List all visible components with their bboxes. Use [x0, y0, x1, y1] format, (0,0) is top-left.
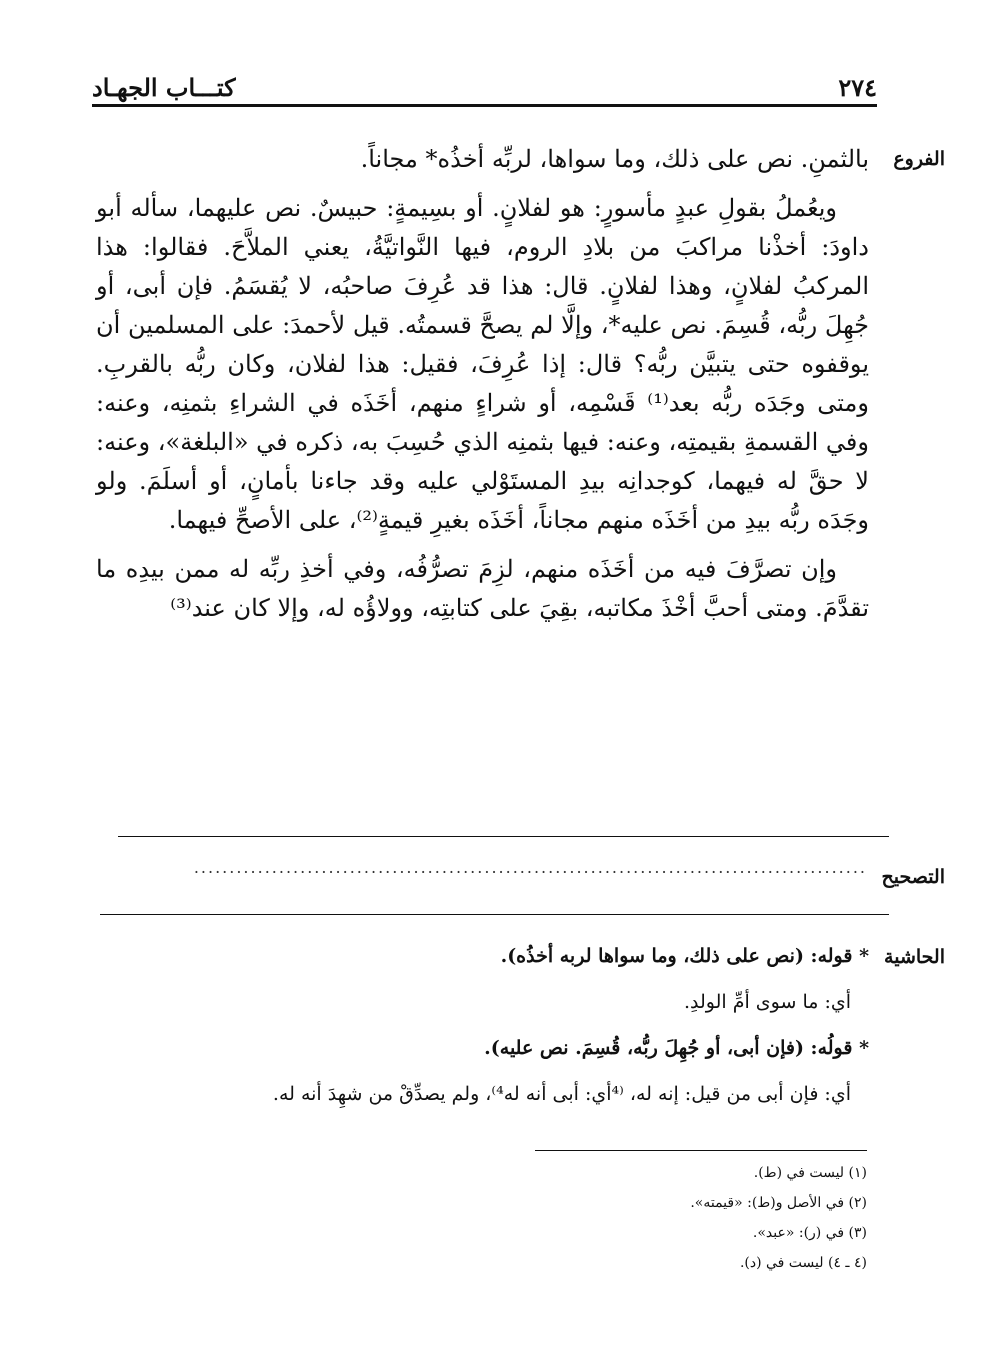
main-text — [96, 140, 869, 638]
hashiya-label: الحاشية — [884, 946, 945, 968]
page-header — [92, 70, 877, 102]
tashih-label: التصحيح — [881, 866, 945, 888]
footnote-1: (١) ليست في (ط). — [753, 1165, 867, 1181]
page-number: ٢٧٤ — [838, 73, 877, 102]
footnote-3: (٣) في (ر): «عبد». — [752, 1225, 867, 1241]
commentary-quote-1: * قوله: (نص على ذلك، وما سواها لربه أخذُه). — [500, 945, 869, 967]
main-bottom-rule — [118, 836, 889, 837]
book-title: كتـــاب الجهـاد — [92, 73, 236, 102]
commentary-explanation-2: أي: فإن أبى من قيل: إنه له، ⁽⁴أي: أبى أنه له⁴⁾، ولم يصدِّقْ من شهِدَ أنه له. — [272, 1083, 851, 1105]
furu-label: الفروع — [893, 148, 945, 170]
main-paragraph-2: ويعُملُ بقولِ عبدٍ مأسورٍ: هو لفلانٍ. أو بسِيمةٍ: حبيسٌ. نص عليهما، سأله أبو داودَ: أخذْنا مراكبَ من بلادِ الروم، فيها النَّواتيَّةُ، يعني الملاَّحَ. فقالوا: هذا المركبُ لفلانٍ، وهذا لفلانٍ. قال: هذا قد عُرِفَ صاحبُه، لا يُقسَمُ. فإن أبى، أو جُهِلَ ربُّه، قُسِمَ. نص عليه*، وإلَّا لم يصحَّ قسمتُه. قيل لأحمدَ: على المسلمين أن يوقفوه حتى يتبيَّن ربُّه؟ قال: إذا عُرِفَ، فقيل: هذا لفلان، وكان ربُّه بالقربِ. ومتى وجَدَه ربُّه بعد⁽¹⁾ قَسْمِه، أو شراءٍ منهم، أخَذَه في الشراءِ بثمنِه، وعنه: وفي القسمةِ بقيمتِه، وعنه: فيها بثمنِه الذي حُسِبَ به، ذكره في «البلغة»، وعنه: لا حقَّ له فيهما، كوجدانِه بيدِ المستَوْلي عليه وقد جاءنا بأمانٍ، أو أسلَمَ. ولو وجَدَه ربُّه بيدِ من أخَذَه منهم مجاناً، أخَذَه بغيرِ قيمةٍ⁽²⁾، على الأصحِّ فيهما. — [96, 194, 869, 534]
header-rule — [92, 104, 877, 107]
main-paragraph-1: بالثمنِ. نص على ذلك، وما سواها، لربِّه أخذُه* مجاناً. — [360, 145, 869, 173]
footnote-4: (٤ ـ ٤) ليست في (د). — [739, 1255, 867, 1271]
footnotes — [96, 1158, 869, 1278]
footnote-rule — [535, 1150, 867, 1151]
commentary-quote-2: * قولُه: (فإن أبى، أو جُهِلَ ربُّه، قُسِمَ. نص عليه). — [484, 1037, 869, 1059]
commentary — [96, 942, 869, 1126]
tashih-dots: ............................................................................................... — [193, 858, 867, 877]
tashih-bottom-rule — [100, 914, 889, 915]
footnote-2: (٢) في الأصل و(ط): «قيمته». — [690, 1195, 867, 1211]
main-paragraph-3: وإن تصرَّفَ فيه من أخَذَه منهم، لزِمَ تصرُّفُه، وفي أخذِ ربِّه له ممن بيدِه ما تقدَّمَ. ومتى أحبَّ أخْذَ مكاتبه، بقِيَ على كتابتِه، وولاؤُه له، وإلا كان عند⁽³⁾ — [96, 555, 869, 622]
commentary-explanation-1: أي: ما سوى أمِّ الولدِ. — [683, 991, 851, 1013]
